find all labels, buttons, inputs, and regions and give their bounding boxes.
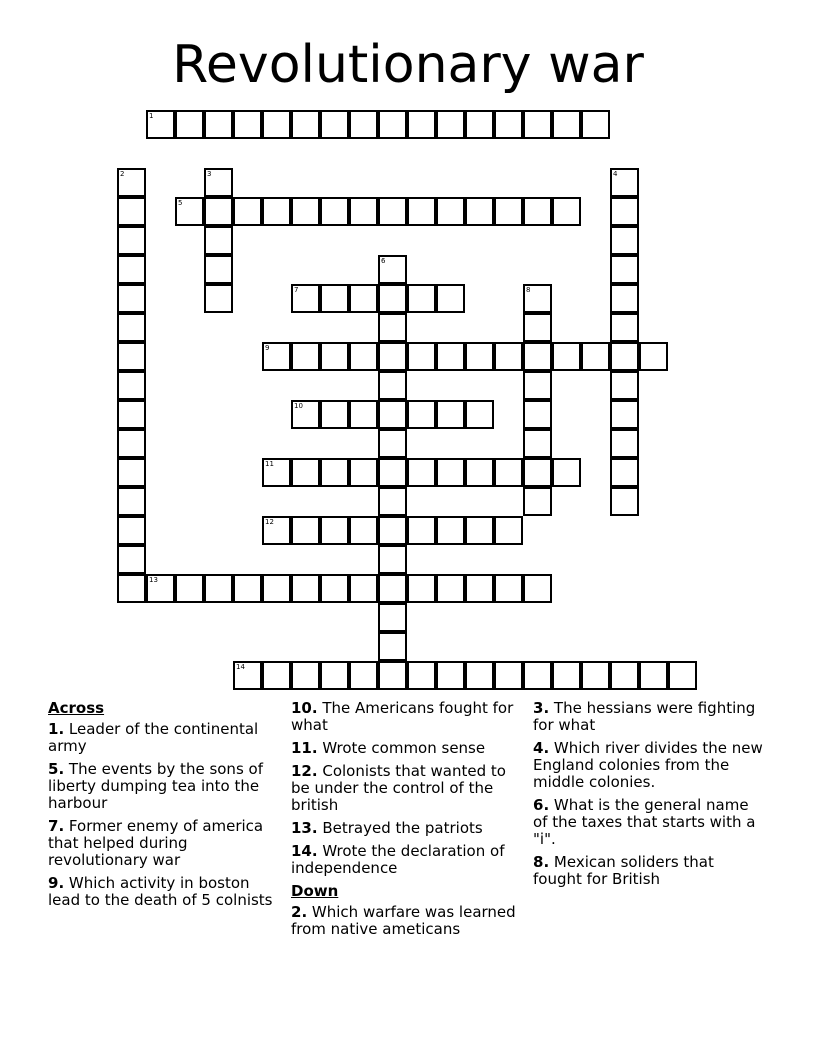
across-header: Across [48,699,105,717]
grid-cell[interactable] [610,429,639,458]
grid-cell[interactable] [552,661,581,690]
grid-cell[interactable] [349,197,378,226]
clue-number: 3 [207,170,212,178]
grid-cell[interactable] [117,458,146,487]
grid-cell[interactable] [262,458,291,487]
clue-across-11: 11. Wrote common sense [291,739,486,757]
grid-cell[interactable] [523,574,552,603]
grid-cell[interactable] [320,516,349,545]
clue-number: 5 [178,199,183,207]
grid-cell[interactable] [552,458,581,487]
grid-cell[interactable] [262,574,291,603]
grid-cell[interactable] [117,371,146,400]
grid-cell[interactable] [349,574,378,603]
grid-cell[interactable] [349,342,378,371]
grid-cell[interactable] [436,574,465,603]
grid-cell[interactable] [465,400,494,429]
grid-cell[interactable] [320,197,349,226]
grid-cell[interactable] [523,458,552,487]
clue-down-8: 8. Mexican soliders that fought for British [533,853,714,888]
grid-cell[interactable] [233,661,262,690]
grid-cell[interactable] [610,371,639,400]
grid-cell[interactable] [378,487,407,516]
grid-cell[interactable] [117,429,146,458]
grid-cell[interactable] [581,661,610,690]
grid-cell[interactable] [436,284,465,313]
clue-number: 13 [149,576,158,584]
grid-cell[interactable] [291,110,320,139]
clue-across-5: 5. The events by the sons of liberty dumping tea into the harbour [48,760,263,812]
grid-cell[interactable] [465,110,494,139]
grid-cell[interactable] [523,110,552,139]
clue-across-13: 13. Betrayed the patriots [291,819,483,837]
grid-cell[interactable] [494,342,523,371]
grid-cell[interactable] [175,197,204,226]
grid-cell[interactable] [262,110,291,139]
grid-cell[interactable] [407,516,436,545]
grid-cell[interactable] [117,545,146,574]
grid-cell[interactable] [117,197,146,226]
grid-cell[interactable] [436,400,465,429]
grid-cell[interactable] [349,458,378,487]
grid-cell[interactable] [378,458,407,487]
grid-cell[interactable] [465,516,494,545]
grid-cell[interactable] [320,284,349,313]
clue-across-14: 14. Wrote the declaration of independence [291,842,505,877]
grid-cell[interactable] [523,400,552,429]
grid-cell[interactable] [204,226,233,255]
clue-number: 8 [526,286,531,294]
grid-cell[interactable] [523,313,552,342]
grid-cell[interactable] [117,284,146,313]
grid-cell[interactable] [407,284,436,313]
grid-cell[interactable] [262,661,291,690]
grid-cell[interactable] [378,661,407,690]
grid-cell[interactable] [523,284,552,313]
grid-cell[interactable] [117,168,146,197]
grid-cell[interactable] [320,574,349,603]
clue-number: 2 [120,170,125,178]
grid-cell[interactable] [117,342,146,371]
grid-cell[interactable] [610,400,639,429]
grid-cell[interactable] [117,516,146,545]
grid-cell[interactable] [117,226,146,255]
grid-cell[interactable] [407,110,436,139]
grid-cell[interactable] [320,342,349,371]
grid-cell[interactable] [204,110,233,139]
grid-cell[interactable] [204,284,233,313]
down-header: Down [291,882,339,900]
clue-down-3: 3. The hessians were fighting for what [533,699,756,734]
clue-number: 6 [381,257,386,265]
grid-cell[interactable] [436,110,465,139]
grid-cell[interactable] [233,574,262,603]
grid-cell[interactable] [233,197,262,226]
grid-cell[interactable] [465,197,494,226]
grid-cell[interactable] [204,168,233,197]
grid-cell[interactable] [291,458,320,487]
grid-cell[interactable] [407,197,436,226]
grid-cell[interactable] [320,661,349,690]
grid-cell[interactable] [378,545,407,574]
grid-cell[interactable] [349,516,378,545]
grid-cell[interactable] [349,110,378,139]
grid-cell[interactable] [465,574,494,603]
grid-cell[interactable] [175,110,204,139]
grid-cell[interactable] [262,516,291,545]
clue-down-6: 6. What is the general name of the taxes that starts with a "i". [533,796,756,848]
grid-cell[interactable] [291,342,320,371]
grid-cell[interactable] [610,458,639,487]
grid-cell[interactable] [117,255,146,284]
grid-cell[interactable] [291,574,320,603]
grid-cell[interactable] [407,458,436,487]
clue-number: 4 [613,170,618,178]
grid-cell[interactable] [523,371,552,400]
grid-cell[interactable] [494,110,523,139]
grid-cell[interactable] [465,342,494,371]
puzzle-title: Revolutionary war [172,35,644,95]
grid-cell[interactable] [378,603,407,632]
grid-cell[interactable] [465,661,494,690]
grid-cell[interactable] [639,661,668,690]
grid-cell[interactable] [436,197,465,226]
clues-column-2 [291,700,523,944]
grid-cell[interactable] [523,197,552,226]
grid-cell[interactable] [523,661,552,690]
grid-cell[interactable] [494,574,523,603]
grid-cell[interactable] [175,574,204,603]
grid-cell[interactable] [204,574,233,603]
grid-cell[interactable] [146,110,175,139]
clue-number: 11 [265,460,274,468]
grid-cell[interactable] [465,458,494,487]
clue-number: 7 [294,286,299,294]
clue-across-1: 1. Leader of the continental army [48,720,259,755]
grid-cell[interactable] [610,487,639,516]
grid-cell[interactable] [378,371,407,400]
grid-cell[interactable] [523,429,552,458]
grid-cell[interactable] [378,342,407,371]
grid-cell[interactable] [378,284,407,313]
grid-cell[interactable] [494,197,523,226]
grid-cell[interactable] [146,574,175,603]
grid-cell[interactable] [349,284,378,313]
clue-down-2: 2. Which warfare was learned from native ameticans [291,903,516,938]
grid-cell[interactable] [610,226,639,255]
grid-cell[interactable] [204,255,233,284]
grid-cell[interactable] [117,487,146,516]
grid-cell[interactable] [581,110,610,139]
clues-column-1 [48,700,280,915]
grid-cell[interactable] [378,255,407,284]
grid-cell[interactable] [407,342,436,371]
grid-cell[interactable] [552,110,581,139]
grid-cell[interactable] [436,516,465,545]
grid-cell[interactable] [436,458,465,487]
grid-cell[interactable] [117,574,146,603]
grid-cell[interactable] [494,661,523,690]
clue-number: 14 [236,663,245,671]
grid-cell[interactable] [378,632,407,661]
grid-cell[interactable] [117,313,146,342]
clue-number: 1 [149,112,154,120]
grid-cell[interactable] [610,168,639,197]
grid-cell[interactable] [436,661,465,690]
grid-cell[interactable] [610,284,639,313]
grid-cell[interactable] [610,197,639,226]
grid-cell[interactable] [320,110,349,139]
grid-cell[interactable] [262,342,291,371]
grid-cell[interactable] [320,458,349,487]
grid-cell[interactable] [378,516,407,545]
grid-cell[interactable] [320,400,349,429]
grid-cell[interactable] [639,342,668,371]
grid-cell[interactable] [291,197,320,226]
grid-cell[interactable] [291,284,320,313]
grid-cell[interactable] [552,197,581,226]
grid-cell[interactable] [378,574,407,603]
grid-cell[interactable] [117,400,146,429]
grid-cell[interactable] [436,342,465,371]
clue-number: 12 [265,518,274,526]
clue-down-4: 4. Which river divides the new England colonies from the middle colonies. [533,739,763,791]
clues-column-3 [533,700,765,894]
grid-cell[interactable] [349,400,378,429]
grid-cell[interactable] [494,458,523,487]
grid-cell[interactable] [291,400,320,429]
grid-cell[interactable] [349,661,378,690]
grid-cell[interactable] [291,661,320,690]
grid-cell[interactable] [378,400,407,429]
grid-cell[interactable] [610,313,639,342]
grid-cell[interactable] [378,313,407,342]
grid-cell[interactable] [378,197,407,226]
grid-cell[interactable] [262,197,291,226]
clue-number: 9 [265,344,270,352]
grid-cell[interactable] [523,342,552,371]
grid-cell[interactable] [610,255,639,284]
grid-cell[interactable] [494,516,523,545]
grid-cell[interactable] [233,110,262,139]
grid-cell[interactable] [610,342,639,371]
clue-across-9: 9. Which activity in boston lead to the death of 5 colnists [48,874,273,909]
grid-cell[interactable] [523,487,552,516]
grid-cell[interactable] [610,661,639,690]
grid-cell[interactable] [291,516,320,545]
clue-across-12: 12. Colonists that wanted to be under the control of the british [291,762,506,814]
clue-across-7: 7. Former enemy of america that helped during revolutionary war [48,817,264,869]
clue-across-10: 10. The Americans fought for what [291,699,514,734]
grid-cell[interactable] [407,661,436,690]
clue-number: 10 [294,402,303,410]
grid-cell[interactable] [552,342,581,371]
grid-cell[interactable] [407,574,436,603]
grid-cell[interactable] [204,197,233,226]
grid-cell[interactable] [581,342,610,371]
grid-cell[interactable] [378,110,407,139]
grid-cell[interactable] [378,429,407,458]
grid-cell[interactable] [668,661,697,690]
grid-cell[interactable] [407,400,436,429]
